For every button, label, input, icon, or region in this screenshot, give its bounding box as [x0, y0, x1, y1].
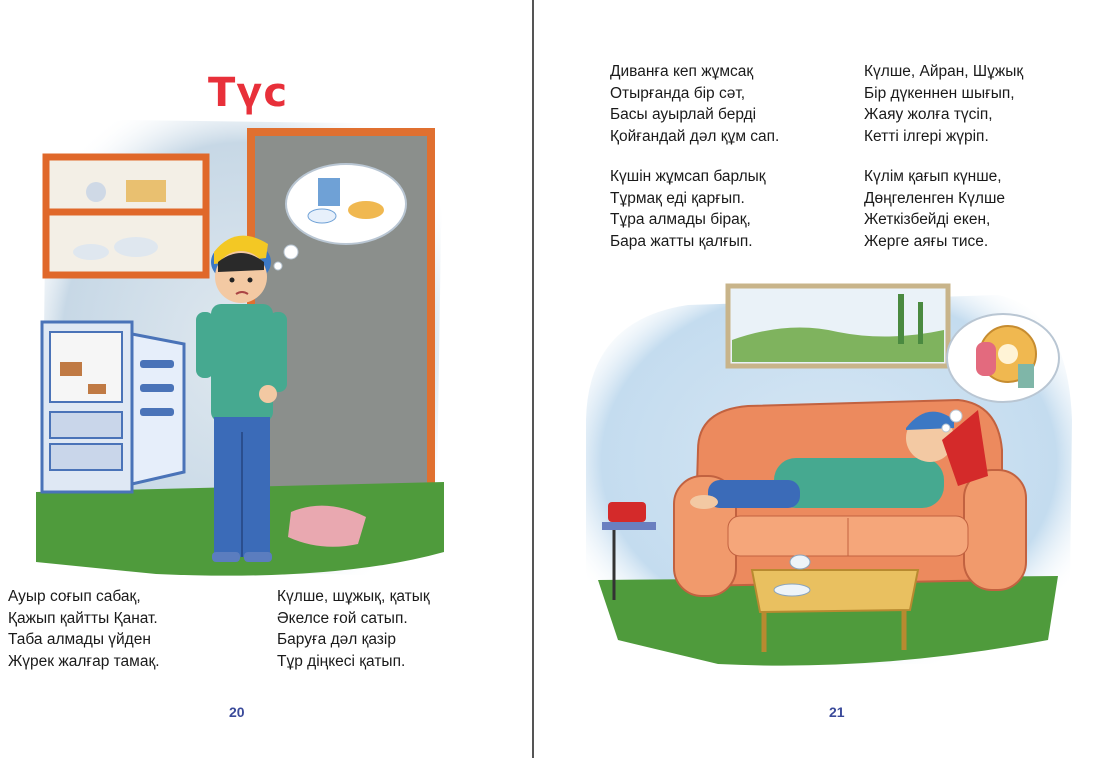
stanza-line: Ауыр соғып сабақ, — [8, 588, 141, 605]
stanza-2 — [277, 586, 430, 672]
stanza-6 — [864, 166, 1005, 252]
stanza-line: Бір дүкеннен шығып, — [864, 84, 1015, 102]
stanza-line: Отырғанда бір сәт, — [610, 84, 746, 102]
illustration-boy-sofa — [578, 280, 1076, 670]
stanza-line: Тұр діңкесі қатып. — [277, 652, 406, 670]
stanza-line: Жеткізбейді екен, — [864, 211, 991, 228]
stanza-line: Күлім қағып күнше, — [864, 168, 1002, 185]
stanza-1 — [8, 586, 160, 672]
stanza-line: Тұра алмады бірақ, — [610, 211, 751, 228]
page-title: Түс — [208, 70, 289, 116]
stanza-line: Жүрек жалғар тамақ. — [8, 652, 160, 670]
page-number: 21 — [829, 704, 845, 720]
stanza-line: Диванға кеп жұмсақ — [610, 63, 754, 80]
illustration-boy-kitchen — [36, 112, 444, 582]
stanza-line: Басы ауырлай берді — [610, 106, 757, 123]
stanza-line: Кетті ілгері жүріп. — [864, 127, 989, 145]
stanza-line: Қажып қайтты Қанат. — [8, 609, 158, 627]
stanza-line: Күлше, шұжық, қатық — [277, 588, 430, 605]
stanza-line: Әкелсе ғой сатып. — [277, 609, 408, 627]
stanza-line: Жерге аяғы тисе. — [864, 232, 989, 250]
stanza-line: Дөңгеленген Күлше — [864, 189, 1005, 207]
stanza-line: Тұрмақ еді қарғып. — [610, 189, 745, 207]
stanza-line: Таба алмады үйден — [8, 631, 151, 648]
stanza-3 — [610, 61, 779, 147]
stanza-line: Күлше, Айран, Шұжық — [864, 63, 1024, 80]
stanza-line: Күшін жұмсап барлық — [610, 168, 766, 185]
stanza-line: Баруға дәл қазір — [277, 631, 396, 648]
stanza-5 — [610, 166, 766, 252]
stanza-line: Бара жатты қалғып. — [610, 232, 753, 250]
stanza-4 — [864, 61, 1023, 147]
page-number: 20 — [229, 704, 245, 720]
stanza-line: Қойғандай дәл құм сап. — [610, 127, 780, 145]
left-page — [0, 0, 533, 758]
stanza-line: Жаяу жолға түсіп, — [864, 106, 993, 123]
